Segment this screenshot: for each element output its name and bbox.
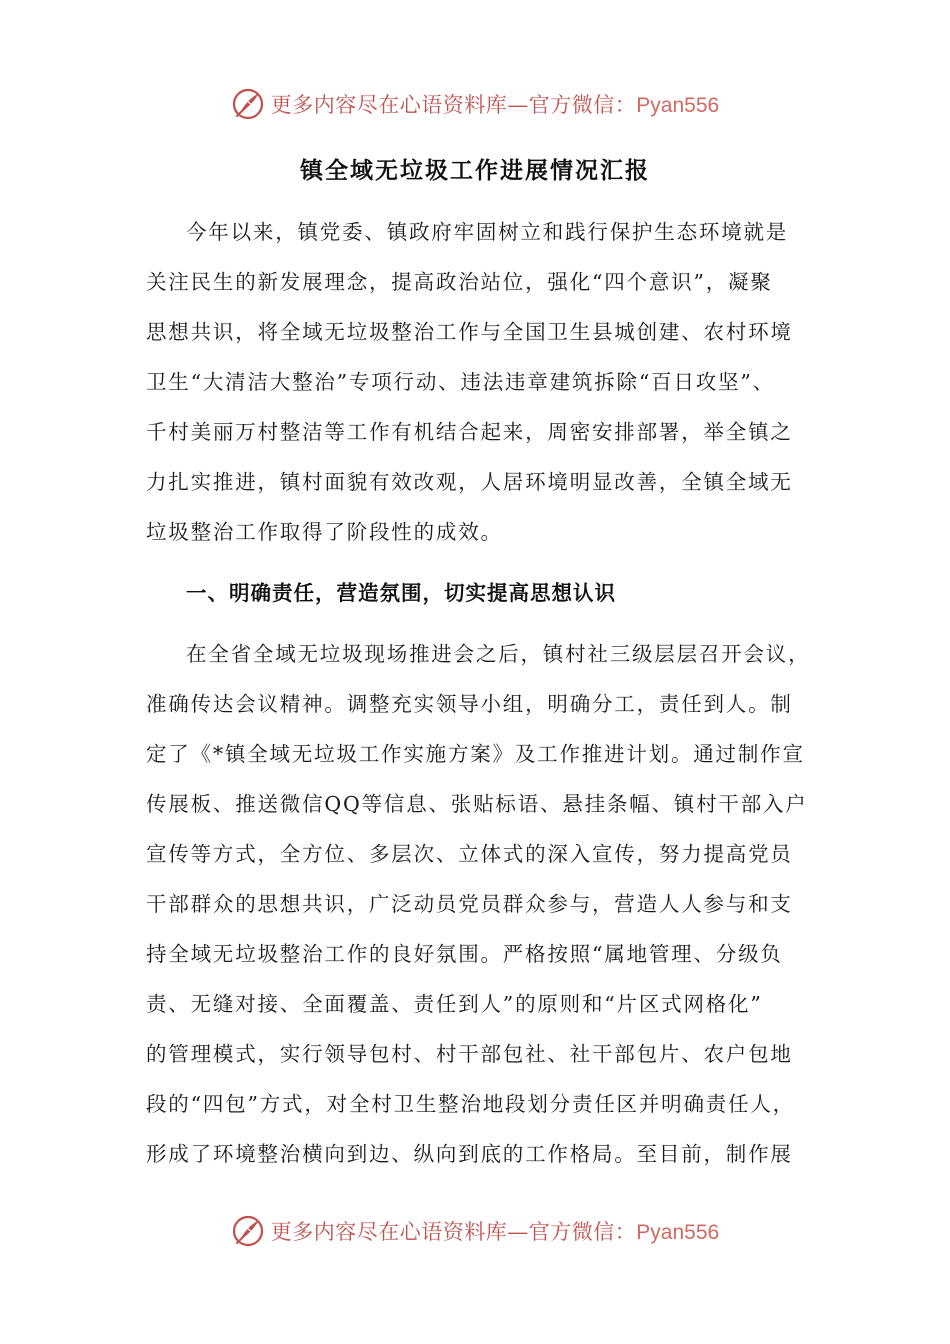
- paragraph-line: 力扎实推进，镇村面貌有效改观，人居环境明显改善，全镇全域无: [146, 470, 793, 494]
- paragraph-line: 宣传等方式，全方位、多层次、立体式的深入宣传，努力提高党员: [146, 842, 793, 866]
- paragraph-line: 责、无缝对接、全面覆盖、责任到人”的原则和“片区式网格化”: [146, 992, 763, 1016]
- intro-paragraph: [146, 207, 826, 557]
- paragraph-line: 关注民生的新发展理念，提高政治站位，强化“四个意识”，凝聚: [146, 270, 773, 294]
- watermark-text: 更多内容尽在心语资料库—官方微信：Pyan556: [270, 1220, 720, 1244]
- paragraph-line: 传展板、推送微信QQ等信息、张贴标语、悬挂条幅、镇村干部入户: [146, 792, 808, 816]
- paragraph-line: 卫生“大清洁大整治”专项行动、违法违章建筑拆除“百日攻坚”、: [146, 370, 775, 394]
- watermark-text: 更多内容尽在心语资料库—官方微信：Pyan556: [270, 93, 720, 117]
- paragraph-line: 持全域无垃圾整治工作的良好氛围。严格按照“属地管理、分级负: [146, 942, 783, 966]
- section1-paragraph: [146, 629, 826, 1179]
- paragraph-line: 千村美丽万村整洁等工作有机结合起来，周密安排部署，举全镇之: [146, 420, 793, 444]
- section-heading: 一、明确责任，营造氛围，切实提高思想认识: [186, 581, 616, 605]
- paragraph-line: 的管理模式，实行领导包村、村干部包社、社干部包片、农户包地: [146, 1042, 793, 1066]
- quill-logo-icon: [231, 1214, 265, 1248]
- paragraph-line: 形成了环境整治横向到边、纵向到底的工作格局。至目前，制作展: [146, 1142, 793, 1166]
- quill-logo-icon: [231, 87, 265, 121]
- paragraph-line: 思想共识，将全域无垃圾整治工作与全国卫生县城创建、农村环境: [146, 320, 793, 344]
- paragraph-line: 准确传达会议精神。调整充实领导小组，明确分工，责任到人。制: [146, 692, 793, 716]
- watermark-top: [0, 84, 950, 124]
- paragraph-line: 干部群众的思想共识，广泛动员党员群众参与，营造人人参与和支: [146, 892, 793, 916]
- paragraph-line: 段的“四包”方式，对全村卫生整治地段划分责任区并明确责任人，: [146, 1092, 795, 1116]
- paragraph-line: 在全省全域无垃圾现场推进会之后，镇村社三级层层召开会议，: [186, 642, 811, 666]
- document-title: 镇全域无垃圾工作进展情况汇报: [300, 158, 650, 184]
- watermark-bottom: [0, 1211, 950, 1251]
- paragraph-line: 今年以来，镇党委、镇政府牢固树立和践行保护生态环境就是: [186, 220, 789, 244]
- paragraph-line: 定了《*镇全域无垃圾工作实施方案》及工作推进计划。通过制作宣: [146, 742, 805, 766]
- paragraph-line: 垃圾整治工作取得了阶段性的成效。: [146, 520, 503, 544]
